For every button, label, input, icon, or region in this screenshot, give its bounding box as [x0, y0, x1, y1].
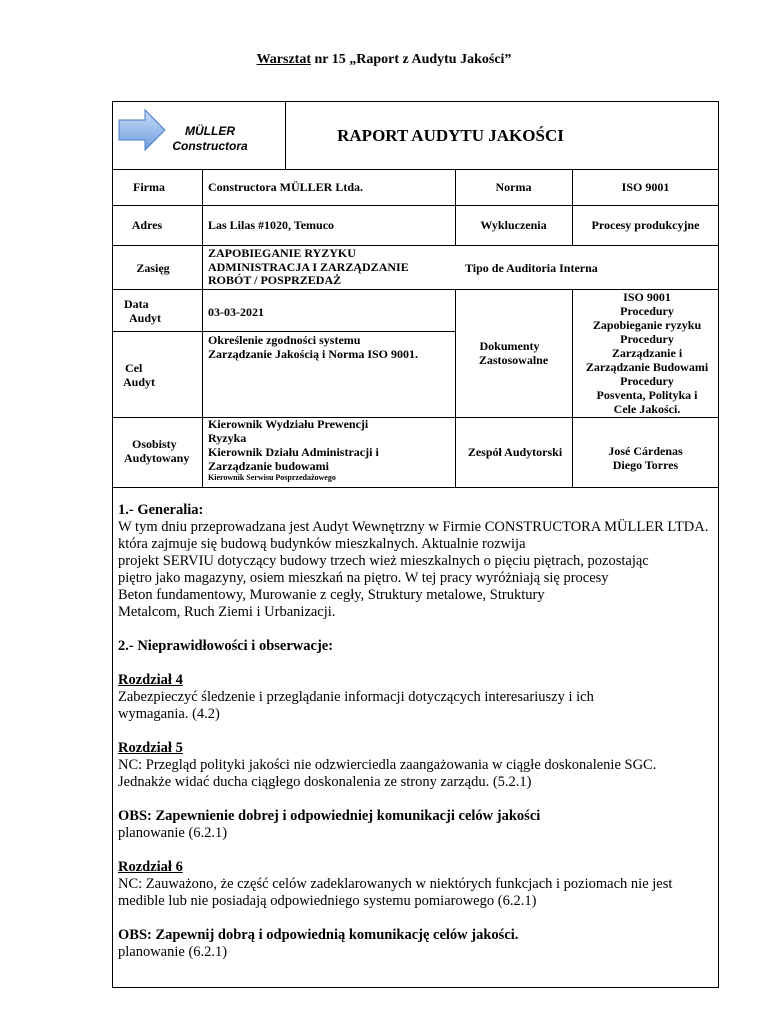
data-label: [124, 297, 184, 325]
dokumenty-value: [572, 290, 722, 416]
table-divider: [112, 205, 719, 206]
zasieg-line: ZAPOBIEGANIE RYZYKU: [208, 246, 356, 260]
arrow-logo-icon: [117, 108, 167, 152]
table-divider: [112, 245, 719, 246]
logo-line-1: MÜLLER: [185, 124, 235, 138]
chapter-4-heading: Rozdział 4: [118, 672, 183, 688]
dokumenty-line: Zarządzanie i: [611, 346, 683, 360]
document-title-rest: nr 15 „Raport z Audytu Jakości”: [311, 52, 512, 67]
chapter-4-line: Zabezpieczyć śledzenie i przeglądanie informacji dotyczących interesariuszy i ich: [118, 689, 594, 705]
chapter-5-line: Jednakże widać ducha ciągłego doskonalenia ze strony zarządu. (5.2.1): [118, 774, 532, 790]
dokumenty-label-line: Dokumenty: [479, 339, 540, 353]
firma-label: Firma: [133, 180, 165, 194]
section-1-line: projekt SERVIU dotyczący budowy trzech wież mieszkalnych o pięciu piętrach, pozostając: [118, 553, 649, 569]
osobisty-label-line: Audytowany: [124, 451, 190, 465]
data-label-line: Data: [124, 297, 149, 311]
table-divider: [112, 169, 719, 170]
report-title: RAPORT AUDYTU JAKOŚCI: [337, 126, 564, 145]
adres-label: Adres: [131, 218, 163, 232]
dokumenty-line: Procedury: [620, 304, 674, 318]
section-1-line: Metalcom, Ruch Ziemi i Urbanizacji.: [118, 604, 336, 620]
section-1-line: W tym dniu przeprowadzana jest Audyt Wewnętrzny w Firmie CONSTRUCTORA MÜLLER LTDA.: [118, 519, 709, 535]
dokumenty-label: [455, 339, 572, 367]
zasieg-line: ADMINISTRACJA I ZARZĄDZANIE: [208, 259, 409, 274]
observation-2-line: planowanie (6.2.1): [118, 944, 228, 960]
wykluczenia-value: Procesy produkcyjne: [591, 218, 700, 232]
osobisty-line: Kierownik Działu Administracji i: [208, 445, 379, 459]
dokumenty-line: ISO 9001: [623, 290, 671, 304]
dokumenty-line: Posventa, Polityka i: [596, 388, 698, 402]
zasieg-label: Zasięg: [136, 261, 170, 275]
section-1-line: która zajmuje się budową budynków mieszkalnych. Aktualnie rozwija: [118, 536, 526, 552]
osobisty-line: Kierownik Wydziału Prewencji: [208, 417, 369, 431]
section-1-line: piętro jako magazyny, osiem mieszkań na piętro. W tej pracy wyróżniają się procesy: [118, 570, 609, 586]
company-logo-text: [168, 124, 252, 154]
firma-value: Constructora MÜLLER Ltda.: [208, 180, 363, 194]
zespol-line: José Cárdenas: [608, 444, 683, 458]
norma-label: Norma: [495, 180, 532, 194]
table-divider: [112, 487, 719, 488]
logo-line-2: Constructora: [172, 139, 248, 153]
adres-value: Las Lilas #1020, Temuco: [208, 218, 335, 232]
observation-2-heading: OBS: Zapewnij dobrą i odpowiednią komunikację celów jakości.: [118, 927, 519, 943]
dokumenty-line: Procedury: [620, 332, 674, 346]
zespol-line: Diego Torres: [612, 458, 679, 472]
chapter-5-heading: Rozdział 5: [118, 740, 183, 756]
dokumenty-line: Procedury: [620, 374, 674, 388]
norma-value: ISO 9001: [621, 180, 670, 194]
dokumenty-line: Zapobieganie ryzyku: [592, 318, 702, 332]
table-divider: [202, 169, 203, 487]
osobisty-line-small: Kierownik Serwisu Posprzedażowego: [208, 473, 336, 482]
document-title: [0, 52, 768, 68]
zasieg-line: ROBÓT / POSPRZEDAŻ: [208, 273, 342, 287]
cel-value: [208, 333, 453, 361]
section-2-heading: 2.- Nieprawidłowości i obserwacje:: [118, 638, 334, 654]
cel-label: [123, 361, 183, 389]
data-value: 03-03-2021: [208, 305, 264, 319]
dokumenty-line: Cele Jakości.: [613, 402, 681, 416]
osobisty-label-line: Osobisty: [132, 437, 177, 451]
table-divider: [112, 331, 455, 332]
data-label-line: Audyt: [129, 311, 162, 325]
chapter-5-line: NC: Przegląd polityki jakości nie odzwierciedla zaangażowania w ciągłe doskonalenie SGC.: [118, 757, 657, 773]
wykluczenia-label: Wykluczenia: [480, 218, 547, 232]
chapter-6-heading: Rozdział 6: [118, 859, 183, 875]
zasieg-value: [208, 247, 453, 288]
observation-1-heading: OBS: Zapewnienie dobrej i odpowiedniej komunikacji celów jakości: [118, 808, 541, 824]
chapter-6-line: NC: Zauważono, że część celów zadeklarowanych w niektórych funkcjach i poziomach nie jest: [118, 876, 673, 892]
observation-1-line: planowanie (6.2.1): [118, 825, 228, 841]
cel-line: Określenie zgodności systemu: [208, 333, 361, 347]
chapter-6-line: medible lub nie posiadają odpowiedniego systemu pomiarowego (6.2.1): [118, 893, 537, 909]
chapter-4-line: wymagania. (4.2): [118, 706, 220, 722]
osobisty-line: Ryzyka: [208, 431, 247, 445]
zespol-value: [572, 444, 719, 472]
document-title-underlined: Warsztat: [256, 52, 311, 67]
osobisty-line: Zarządzanie budowami: [208, 459, 330, 473]
section-1-line: Beton fundamentowy, Murowanie z cegły, Struktury metalowe, Struktury: [118, 587, 545, 603]
section-1-heading: 1.- Generalia:: [118, 502, 204, 518]
cel-line: Zarządzanie Jakością i Norma ISO 9001.: [208, 347, 418, 361]
dokumenty-line: Zarządzanie Budowami: [585, 360, 709, 374]
cel-label-line: Cel: [125, 361, 143, 375]
osobisty-value: [208, 417, 453, 483]
report-body: [118, 502, 758, 961]
osobisty-label: [124, 437, 202, 465]
dokumenty-label-line: Zastosowalne: [478, 353, 549, 367]
audit-type-label: Tipo de Auditoria Interna: [465, 261, 598, 275]
zespol-label: Zespół Audytorski: [467, 445, 563, 459]
cel-label-line: Audyt: [123, 375, 156, 389]
